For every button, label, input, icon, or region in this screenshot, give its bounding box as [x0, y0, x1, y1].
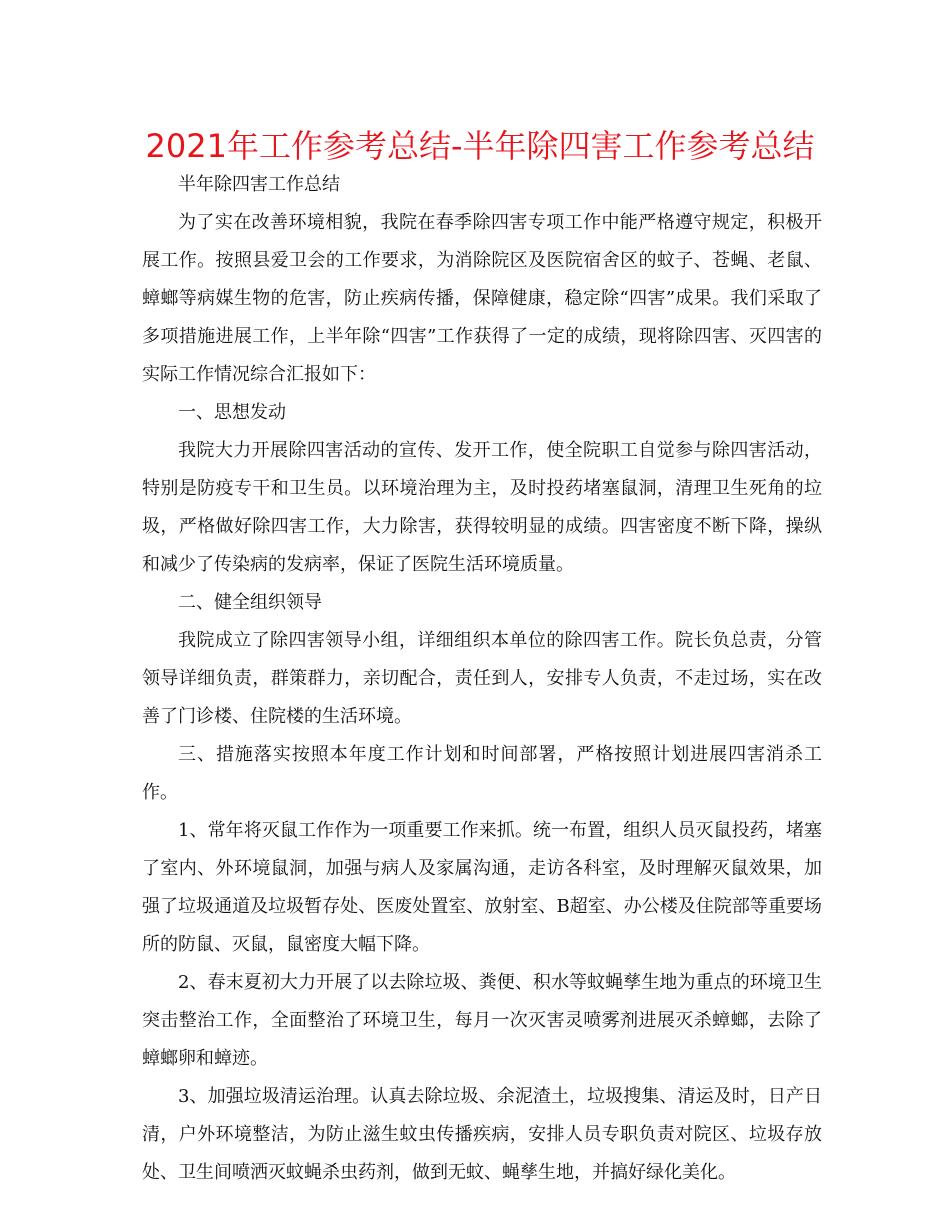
paragraph-section-1: 我院大力开展除四害活动的宣传、发开工作，使全院职工自觉参与除四害活动，特别是防疫专干和卫生员。以环境治理为主，及时投药堵塞鼠洞，清理卫生死角的垃圾，严格做好除四害工作，大力除害，获得较明显的成绩。四害密度不断下降，操纵和减少了传染病的发病率，保证了医院生活环境质量。 [142, 440, 822, 575]
document-title: 2021年工作参考总结-半年除四害工作参考总结 [145, 127, 815, 165]
paragraph-section-2: 我院成立了除四害领导小组，详细组织本单位的除四害工作。院长负总责，分管领导详细负责，群策群力，亲切配合，责任到人，安排专人负责，不走过场，实在改善了门诊楼、住院楼的生活环境。 [142, 630, 822, 727]
paragraph-subtitle: 半年除四害工作总结 [178, 174, 340, 195]
paragraph-item-3: 3、加强垃圾清运治理。认真去除垃圾、余泥渣土，垃圾搜集、清运及时，日产日清，户外环境整洁，为防止滋生蚊虫传播疾病，安排人员专职负责对院区、垃圾存放处、卫生间喷洒灭蚊蝇杀虫药剂，做到无蚊、蝇孳生地，并搞好绿化美化。 [142, 1086, 822, 1183]
paragraph-intro: 为了实在改善环境相貌，我院在春季除四害专项工作中能严格遵守规定，积极开展工作。按照县爱卫会的工作要求，为消除院区及医院宿舍区的蚊子、苍蝇、老鼠、蟑螂等病媒生物的危害，防止疾病传播，保障健康，稳定除“四害”成果。我们采取了多项措施进展工作，上半年除“四害”工作获得了一定的成绩，现将除四害、灭四害的实际工作情况综合汇报如下： [142, 212, 822, 385]
section-heading-2: 二、健全组织领导 [178, 592, 322, 613]
section-heading-3: 三、措施落实按照本年度工作计划和时间部署，严格按照计划进展四害消杀工作。 [142, 744, 822, 803]
section-heading-1: 一、思想发动 [178, 402, 286, 423]
document-body [142, 166, 822, 1192]
paragraph-item-1: 1、常年将灭鼠工作作为一项重要工作来抓。统一布置，组织人员灭鼠投药，堵塞了室内、外环境鼠洞，加强与病人及家属沟通，走访各科室，及时理解灭鼠效果，加强了垃圾通道及垃圾暂存处、医废处置室、放射室、B超室、办公楼及住院部等重要场所的防鼠、灭鼠，鼠密度大幅下降。 [142, 820, 822, 955]
paragraph-item-2: 2、春末夏初大力开展了以去除垃圾、粪便、积水等蚊蝇孳生地为重点的环境卫生突击整治工作，全面整治了环境卫生，每月一次灭害灵喷雾剂进展灭杀蟑螂，去除了蟑螂卵和蟑迹。 [142, 972, 822, 1069]
